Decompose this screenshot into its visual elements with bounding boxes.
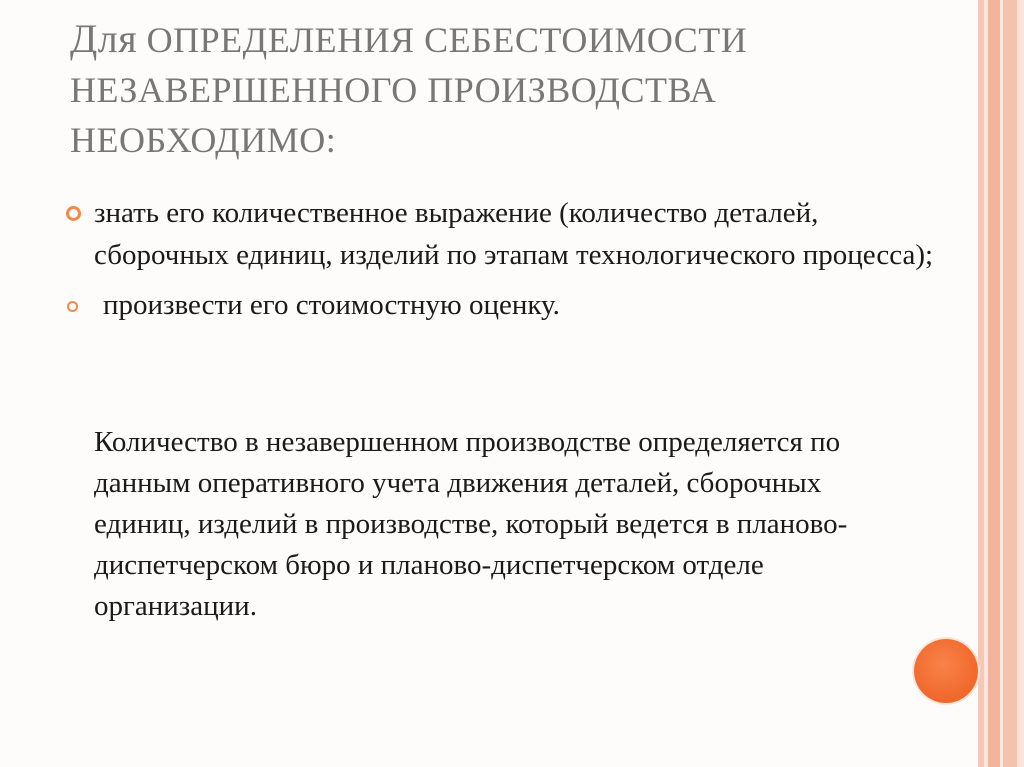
orange-circle-icon xyxy=(914,639,978,703)
bullet-text: произвести его стоимостную оценку. xyxy=(103,289,560,321)
bullet-item xyxy=(66,192,946,276)
ring-bullet-icon xyxy=(67,301,78,312)
ring-bullet-icon xyxy=(66,206,81,221)
slide-title xyxy=(70,14,950,165)
slide-title-rest: ОПРЕДЕЛЕНИЯ СЕБЕСТОИМОСТИ НЕЗАВЕРШЕННОГО ПРОИЗВОДСТВА НЕОБХОДИМО: xyxy=(70,20,748,160)
slide-title-first-word: Для xyxy=(70,16,138,61)
decorative-stripe xyxy=(988,0,1000,767)
decorative-stripe xyxy=(1003,0,1017,767)
body-paragraph: Количество в незавершенном производстве определяется по данным оперативного учета движения деталей, сборочных единиц, изделий в производстве, который ведется в планово-диспетчерском бюро и планово-диспетчерском отделе организации. xyxy=(94,426,848,622)
bullet-list xyxy=(66,192,946,334)
bullet-item xyxy=(66,284,946,326)
bullet-text: знать его количественное выражение (количество деталей, сборочных единиц, изделий по этапам технологического процесса); xyxy=(94,197,934,271)
decorative-stripe xyxy=(1017,0,1024,767)
